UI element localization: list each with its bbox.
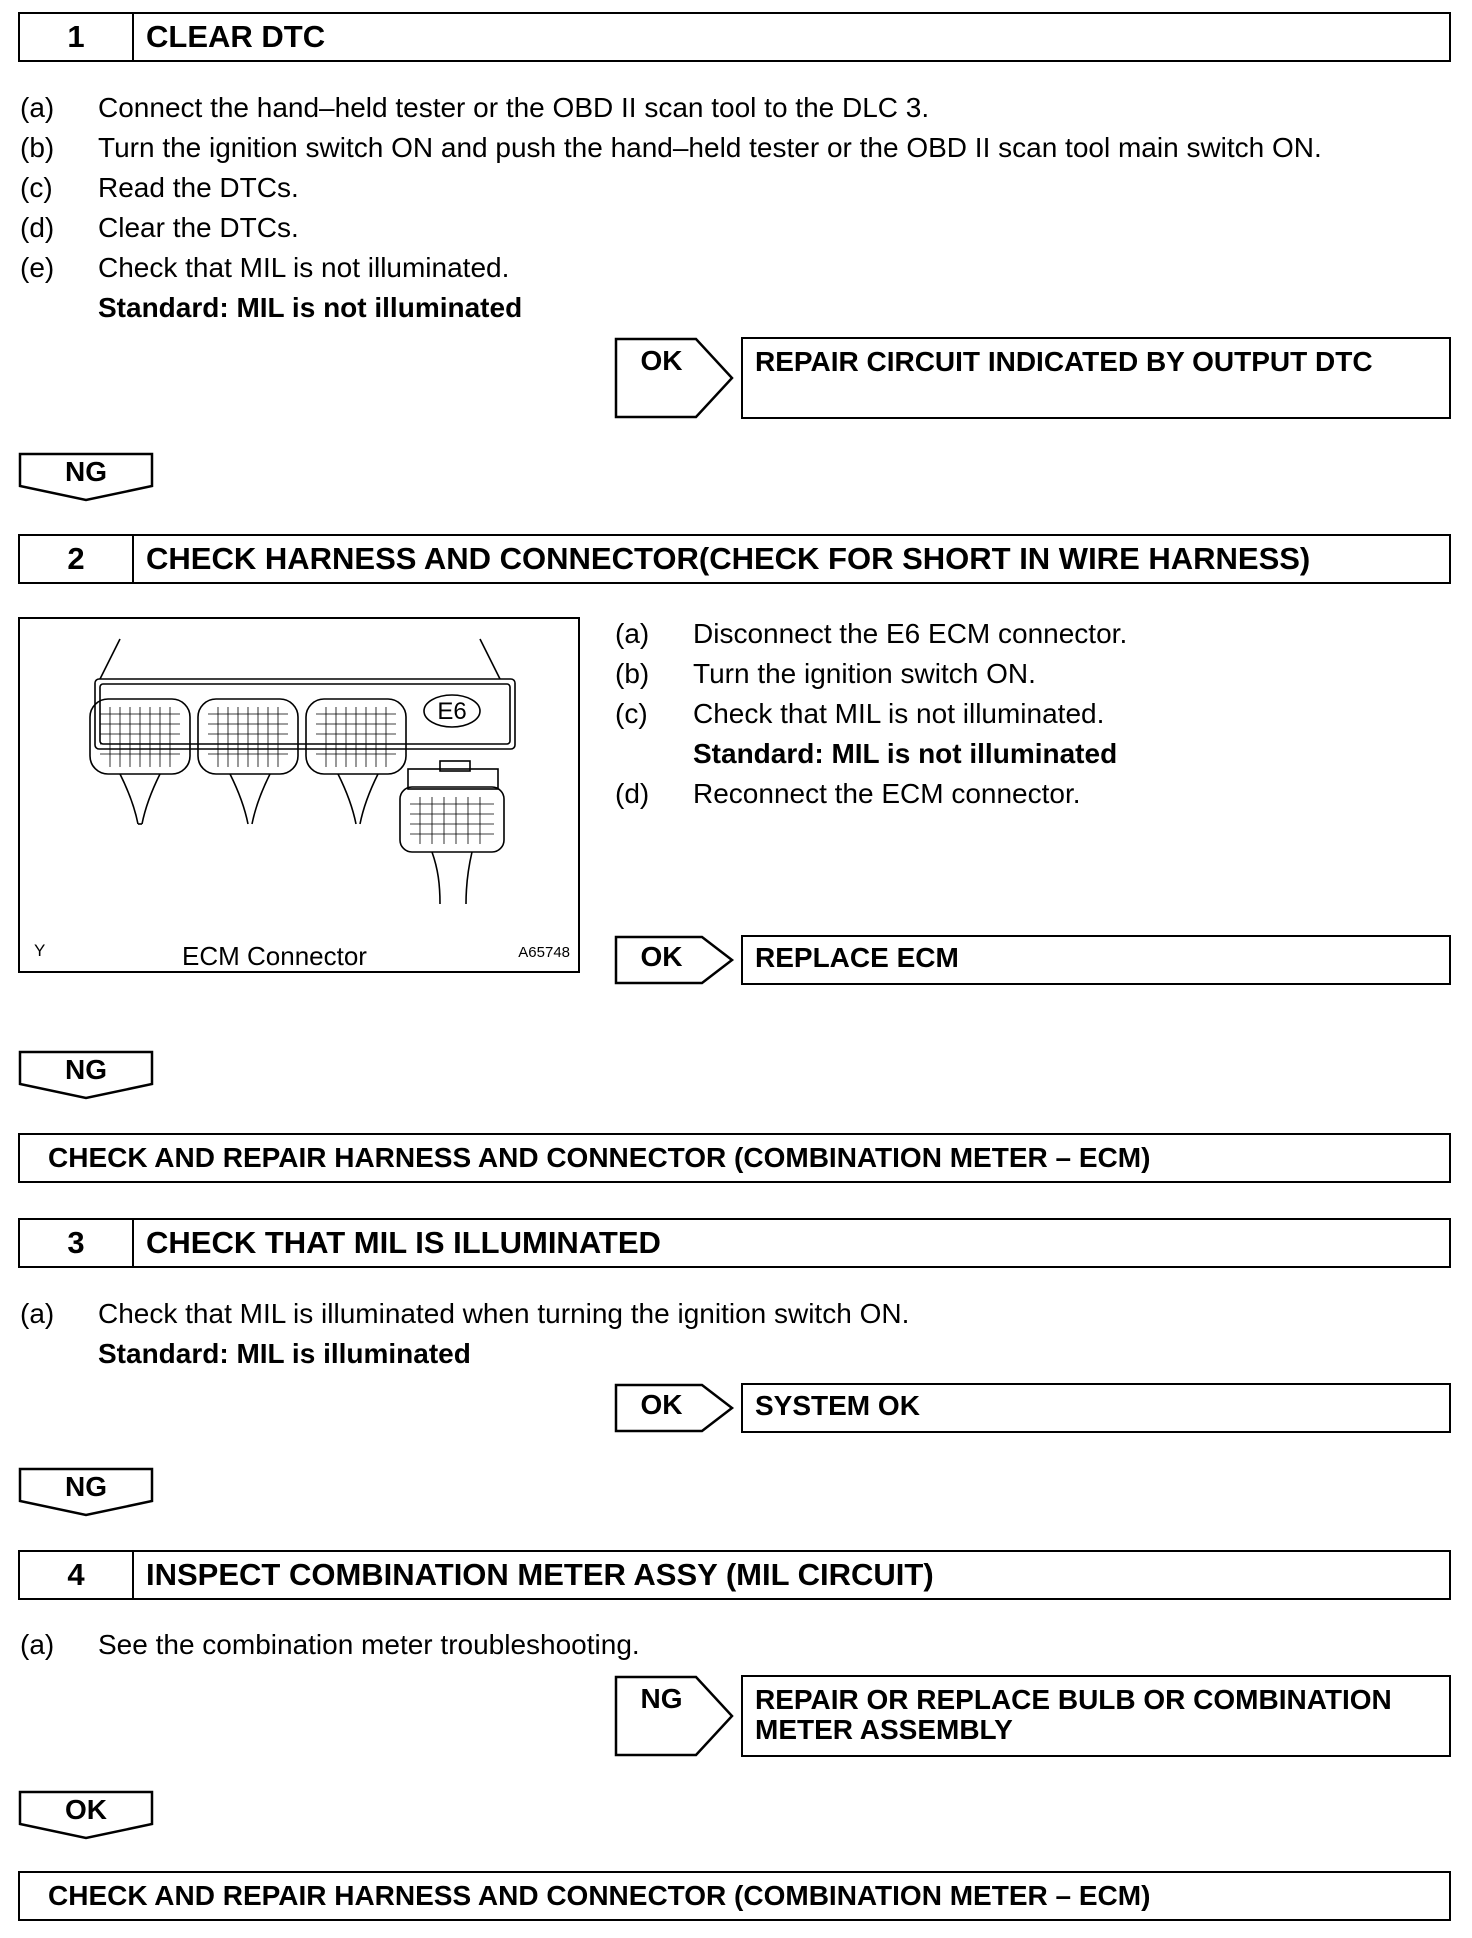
result-box: SYSTEM OK: [741, 1383, 1451, 1433]
final-action-box: CHECK AND REPAIR HARNESS AND CONNECTOR (COMBINATION METER – ECM): [18, 1133, 1451, 1183]
result-box: REPAIR CIRCUIT INDICATED BY OUTPUT DTC: [741, 337, 1451, 419]
step-number: 3: [20, 1220, 134, 1266]
step-number: 4: [20, 1552, 134, 1598]
ecm-connector-illustration: [20, 619, 578, 971]
figure-caption: ECM Connector: [182, 941, 367, 971]
ok-tag: OK: [614, 935, 736, 985]
ok-tag: OK: [614, 337, 736, 419]
step-title: CLEAR DTC: [146, 19, 326, 54]
ecm-connector-figure: [18, 617, 580, 973]
step-number: 2: [20, 536, 134, 582]
final-action-box: CHECK AND REPAIR HARNESS AND CONNECTOR (COMBINATION METER – ECM): [18, 1871, 1451, 1921]
ng-down-tag: NG: [18, 452, 154, 502]
result-line: REPAIR OR REPLACE BULB OR COMBINATION: [755, 1684, 1392, 1715]
step-title: CHECK THAT MIL IS ILLUMINATED: [146, 1225, 661, 1260]
step-2-header: [18, 534, 1451, 584]
step-3-header: [18, 1218, 1451, 1268]
figure-code: A65748: [518, 944, 570, 961]
figure-corner-left: Y: [34, 941, 46, 960]
ng-down-tag: NG: [18, 1050, 154, 1100]
standard-text: Standard: MIL is illuminated: [98, 1338, 471, 1369]
standard-text: Standard: MIL is not illuminated: [693, 738, 1118, 769]
step-number: 1: [20, 14, 134, 60]
result-line: METER ASSEMBLY: [755, 1714, 1013, 1745]
step-title: CHECK HARNESS AND CONNECTOR(CHECK FOR SHORT IN WIRE HARNESS): [146, 541, 1311, 576]
result-box: [741, 1675, 1451, 1757]
ok-down-tag: OK: [18, 1790, 154, 1840]
ng-tag: NG: [614, 1675, 736, 1757]
step-title: INSPECT COMBINATION METER ASSY (MIL CIRCUIT): [146, 1557, 934, 1592]
step-4-header: [18, 1550, 1451, 1600]
ok-tag: OK: [614, 1383, 736, 1433]
ng-down-tag: NG: [18, 1467, 154, 1517]
step-1-header: [18, 12, 1451, 62]
result-box: REPLACE ECM: [741, 935, 1451, 985]
connector-label: E6: [437, 698, 467, 725]
standard-text: Standard: MIL is not illuminated: [98, 292, 523, 323]
